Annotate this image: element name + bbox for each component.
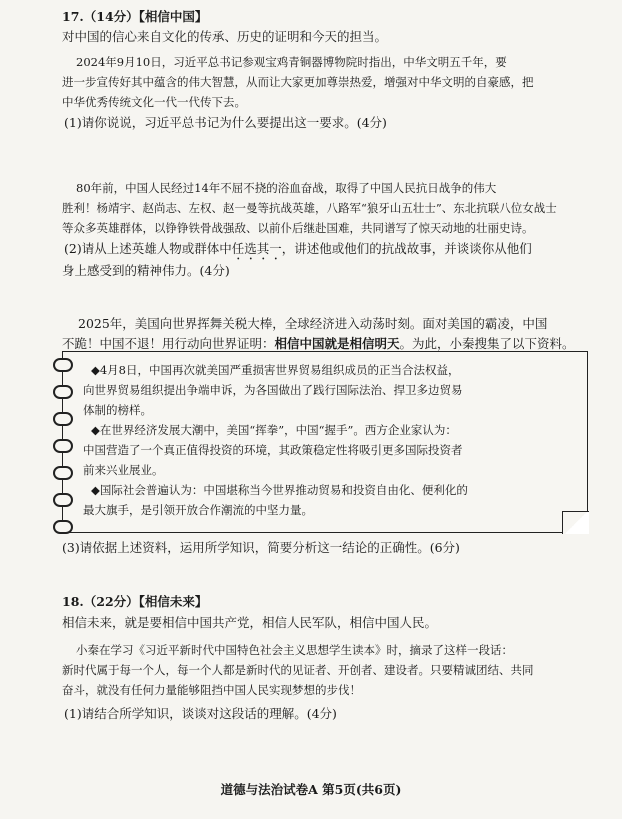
ring-icon (53, 439, 73, 453)
q17-passage1-line: 中华优秀传统文化一代一代传下去。 (62, 95, 246, 109)
q17-intro: 对中国的信心来自文化的传承、历史的证明和今天的担当。 (62, 29, 388, 44)
q17-sub2-line2: 身上感受到的精神伟力。(4分) (62, 263, 230, 278)
ring-icon (53, 520, 73, 534)
q17-conclusion: 相信中国就是相信明天 (274, 336, 400, 351)
q18-passage-line: 新时代属于每一个人，每一个人都是新时代的见证者、开创者、建设者。只要精诚团结、共同 (62, 663, 534, 677)
q17-passage1-line: 进一步宣传好其中蕴含的伟大智慧，从而让大家更加尊崇热爱，增强对中华文明的自豪感，把 (62, 75, 534, 89)
q18-passage-line: 小秦在学习《习近平新时代中国特色社会主义思想学生读本》时，摘录了这样一段话： (76, 643, 513, 657)
ring-icon (53, 358, 73, 372)
q18-passage-line: 奋斗，就没有任何力量能够阻挡中国人民实现梦想的步伐！ (62, 683, 361, 697)
q18-intro: 相信未来，就是要相信中国共产党，相信人民军队，相信中国人民。 (62, 615, 438, 630)
material-line: ◆4月8日，中国再次就美国严重损害世界贸易组织成员的正当合法权益， (91, 363, 460, 377)
material-line: 前来兴业展业。 (83, 463, 164, 477)
q17-passage2-line: 胜利！杨靖宇、赵尚志、左权、赵一曼等抗战英雄，八路军“狼牙山五壮士”、东北抗联八位女战士 (62, 201, 557, 215)
q17-passage2-line: 80年前，中国人民经过14年不屈不挠的浴血奋战，取得了中国人民抗日战争的伟大 (76, 181, 497, 195)
material-line: 体制的榜样。 (83, 403, 152, 417)
material-line: ◆在世界经济发展大潮中，美国“挥拳”，中国“握手”。西方企业家认为： (91, 423, 457, 437)
q17-sub3: (3)请依据上述资料，运用所学知识，简要分析这一结论的正确性。(6分) (62, 540, 460, 555)
material-notebook-box (62, 351, 588, 533)
notebook-rings (53, 358, 75, 547)
ring-icon (53, 466, 73, 480)
q17-sub1: (1)请你说说，习近平总书记为什么要提出这一要求。(4分) (64, 115, 387, 130)
material-text (83, 360, 579, 520)
ring-icon (53, 412, 73, 426)
q17-sub2-emphasis: 任选其一 (231, 241, 282, 256)
q18-heading: 18.（22分）【相信未来】 (62, 594, 208, 609)
q17-heading: 17.（14分）【相信中国】 (62, 9, 208, 24)
ring-icon (53, 493, 73, 507)
material-line: 最大旗手，是引领开放合作潮流的中坚力量。 (83, 503, 313, 517)
q17-passage3-part: 不跪！中国不退！用行动向世界证明： (62, 336, 275, 351)
material-line: ◆国际社会普遍认为：中国堪称当今世界推动贸易和投资自由化、便利化的 (91, 483, 468, 497)
material-line: 中国营造了一个真正值得投资的环境，其政策稳定性将吸引更多国际投资者 (83, 443, 463, 457)
q18-sub1: (1)请结合所学知识，谈谈对这段话的理解。(4分) (64, 706, 337, 721)
q17-passage3-part: 。为此，小秦搜集了以下资料。 (399, 336, 575, 351)
page-curl-corner (562, 511, 589, 534)
q17-passage2-line: 等众多英雄群体，以铮铮铁骨战强敌、以前仆后继赴国难，共同谱写了惊天动地的壮丽史诗。 (62, 221, 534, 235)
ring-icon (53, 385, 73, 399)
q17-sub2-part: (2)请从上述英雄人物或群体中 (64, 241, 232, 256)
q17-sub2 (64, 239, 584, 263)
page-footer: 道德与法治试卷A 第5页(共6页) (220, 782, 402, 797)
material-line: 向世界贸易组织提出争端申诉，为各国做出了践行国际法治、捍卫多边贸易 (83, 383, 463, 397)
q17-passage3-line1: 2025年，美国向世界挥舞关税大棒，全球经济进入动荡时刻。面对美国的霸凌，中国 (78, 316, 548, 331)
q17-sub2-part: ，讲述他或他们的抗战故事，并谈谈你从他们 (281, 241, 532, 256)
q17-passage1-line: 2024年9月10日，习近平总书记参观宝鸡青铜器博物院时指出，中华文明五千年，要 (76, 55, 507, 69)
